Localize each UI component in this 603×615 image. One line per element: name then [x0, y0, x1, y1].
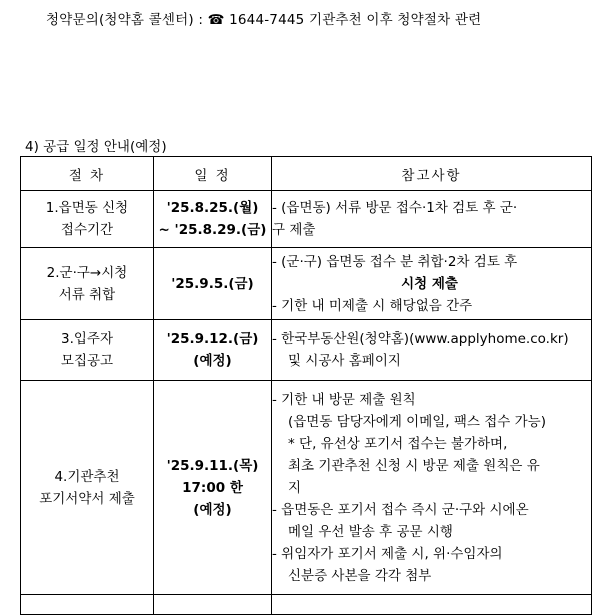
date-line: 17:00 한	[182, 479, 243, 496]
step-line: 포기서약서 제출	[39, 490, 135, 507]
note-line: 메일 우선 발송 후 공문 시행	[288, 523, 453, 540]
table-row	[21, 595, 592, 615]
table-header-row	[21, 157, 592, 191]
note-line: 지	[288, 479, 302, 496]
step-line: 2.군·구→시청	[46, 264, 128, 281]
date-line: '25.9.5.(금)	[171, 275, 254, 292]
notes-cell	[272, 381, 592, 595]
header-date: 일 정	[154, 157, 272, 191]
step-line: 3.입주자	[60, 331, 113, 347]
table-row	[21, 191, 592, 248]
section-title: 4) 공급 일정 안내(예정)	[25, 139, 167, 155]
date-line: '25.9.11.(목)	[166, 457, 259, 474]
step-cell	[21, 595, 154, 615]
step-cell	[21, 381, 154, 595]
note-line: 최초 기관추천 신청 시 방문 제출 원칙은 유	[288, 457, 540, 474]
note-line: 시청 제출	[401, 275, 458, 292]
step-line: 4.기관추천	[54, 468, 120, 485]
note-line: - (군·구) 읍면동 접수 분 취합·2차 검토 후	[272, 253, 518, 270]
note-line: 구 제출	[272, 222, 316, 238]
schedule-table	[20, 156, 592, 615]
date-line: (예정)	[193, 501, 232, 518]
note-line: * 단, 유선상 포기서 접수는 불가하며,	[288, 435, 508, 452]
step-line: 모집공고	[60, 353, 114, 369]
note-line: (읍면동 담당자에게 이메일, 팩스 접수 가능)	[288, 413, 546, 430]
notes-cell	[272, 320, 592, 381]
note-line: 및 시공사 홈페이지	[288, 353, 401, 369]
note-line: - 기한 내 방문 제출 원칙	[272, 391, 416, 408]
note-line: - (읍면동) 서류 방문 접수·1차 검토 후 군·	[272, 200, 518, 216]
date-cell	[154, 595, 272, 615]
date-cell	[154, 381, 272, 595]
date-line: '25.9.12.(금)	[166, 331, 259, 347]
header-notes: 참고사항	[272, 157, 592, 191]
table-row	[21, 320, 592, 381]
date-cell	[154, 320, 272, 381]
note-line: 신분증 사본을 각각 첨부	[288, 567, 432, 584]
step-cell	[21, 191, 154, 248]
note-line: - 읍면동은 포기서 접수 즉시 군·구와 시에온	[272, 501, 529, 518]
date-cell	[154, 191, 272, 248]
contact-info: 청약문의(청약홈 콜센터) : ☎ 1644-7445 기관추천 이후 청약절차 관련	[46, 12, 482, 28]
table-row	[21, 381, 592, 595]
date-line: ~ '25.8.29.(금)	[158, 222, 267, 238]
note-line: - 한국부동산원(청약홈)(www.applyhome.co.kr)	[272, 331, 569, 347]
date-cell	[154, 248, 272, 320]
step-line: 서류 취합	[58, 286, 116, 303]
step-cell	[21, 320, 154, 381]
date-line: '25.8.25.(월)	[166, 200, 259, 216]
notes-cell	[272, 595, 592, 615]
header-step: 절 차	[21, 157, 154, 191]
step-line: 접수기간	[60, 222, 114, 238]
table-row	[21, 248, 592, 320]
notes-cell	[272, 248, 592, 320]
date-line: (예정)	[193, 353, 232, 369]
step-line: 1.읍면동 신청	[45, 200, 129, 216]
step-cell	[21, 248, 154, 320]
note-line: - 위임자가 포기서 제출 시, 위·수임자의	[272, 545, 503, 562]
note-line: - 기한 내 미제출 시 해당없음 간주	[272, 297, 473, 314]
notes-cell	[272, 191, 592, 248]
